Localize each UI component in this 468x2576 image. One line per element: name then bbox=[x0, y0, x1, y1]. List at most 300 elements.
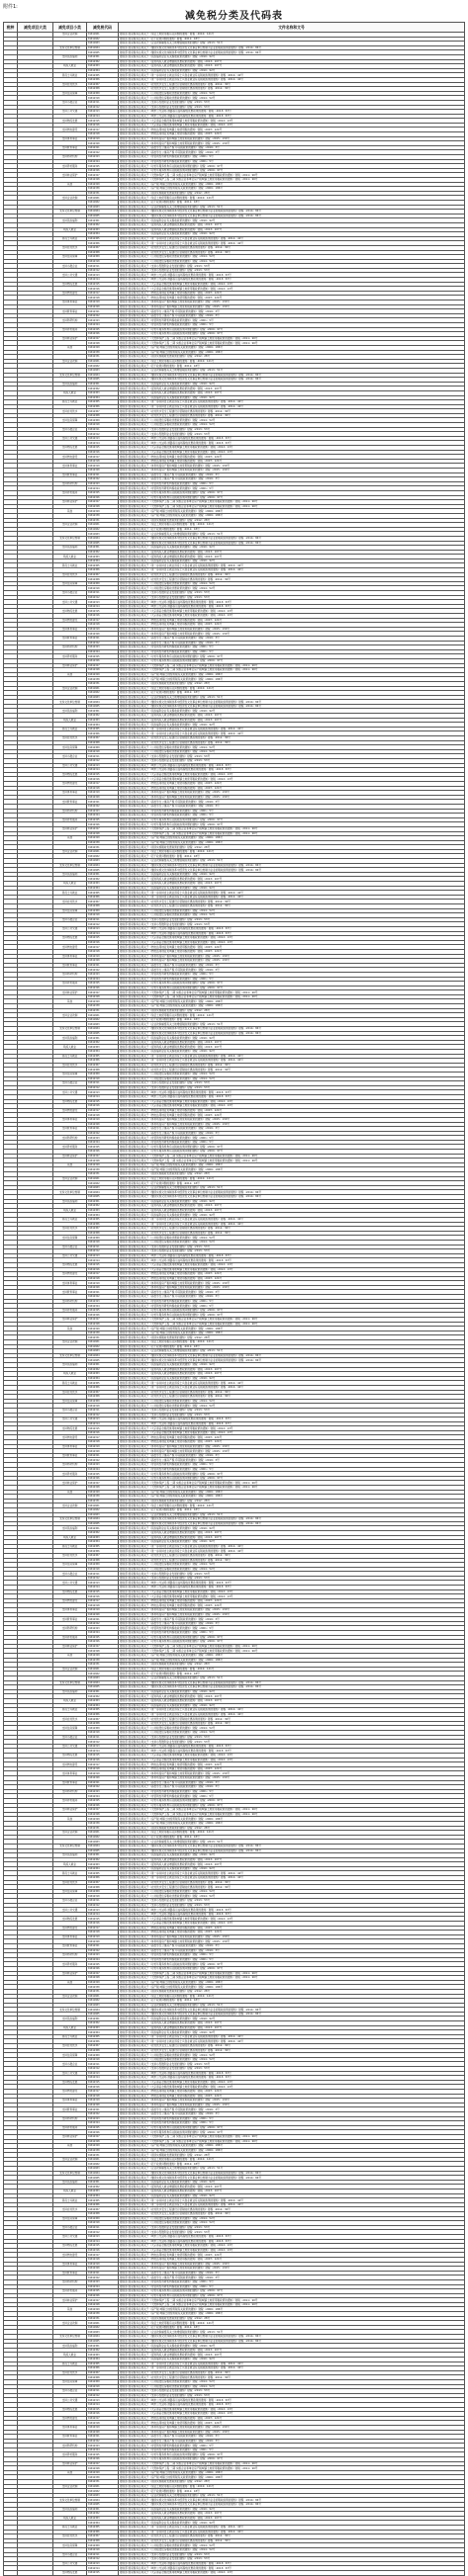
code-cell: 01012302 bbox=[87, 386, 119, 391]
document-cell: 财政部 国家税务总局关于《房产税 城镇土地使用税有关政策的通知》财税〔2006〕186号 bbox=[119, 2470, 465, 2475]
document-cell: 财政部 国家税务总局关于《高校学生公寓房产税 印花税政策的通知》财税〔2016〕3号 bbox=[119, 800, 465, 805]
code-cell: 01012301 bbox=[87, 2180, 119, 2185]
document-cell: 财政部 国家税务总局关于《进一步扶持自主就业退役士兵创业就业有关税收政策的通知》财税〔2014〕42号 bbox=[119, 891, 465, 896]
document-cell: 财政部 国家税务总局关于《城市公交站场 道路客运站场税收优惠政策的通知》财税〔2013〕67号 bbox=[119, 600, 465, 605]
code-cell: 01012327 bbox=[87, 826, 119, 831]
code-cell: 01012327 bbox=[87, 2461, 119, 2466]
code-cell: 01012309 bbox=[87, 418, 119, 423]
code-cell: 01012302 bbox=[87, 1204, 119, 1209]
minor-category-cell: 其他 bbox=[53, 672, 87, 677]
code-cell: 01012309 bbox=[87, 2379, 119, 2384]
code-cell: 01012311 bbox=[87, 2225, 119, 2230]
code-cell: 01012307 bbox=[87, 1553, 119, 1558]
code-cell: 01012323 bbox=[87, 972, 119, 977]
document-cell: 财政部 国家税务总局关于《农村饮水安全工程建设运营税收优惠政策的通知》财税〔2012〕30号 bbox=[119, 2212, 465, 2217]
code-cell: 01012326 bbox=[87, 986, 119, 990]
document-cell: 财政部 国家税务总局关于《体育场馆房产税和城镇土地使用税政策的通知》财税〔2015〕130号 bbox=[119, 1776, 465, 1781]
document-cell: 财政部 国家税务总局关于《企业改制重组有关土地增值税政策的通知》财税〔2013〕51号 bbox=[119, 2003, 465, 2008]
code-cell: 01012317 bbox=[87, 1108, 119, 1113]
document-cell: 财政部 国家税务总局关于《继续实施文化体制改革中经营性文化事业单位转制为企业的税收政策的通知》财税〔2014〕84号 bbox=[119, 704, 465, 709]
minor-category-cell: 支持养老服务 bbox=[53, 654, 87, 659]
code-cell: 01011602 bbox=[87, 691, 119, 696]
document-cell: 财政部 国家税务总局关于《对老年服务机构有关税收政策问题的通知》财税〔2000〕97号 bbox=[119, 2130, 465, 2135]
document-cell: 财政部 国家税务总局关于《促进残疾人就业增值税优惠政策的通知》财税〔2013〕107号 bbox=[119, 1698, 465, 1703]
code-cell: 01012318 bbox=[87, 1113, 119, 1118]
document-cell: 财政部 国家税务总局关于《农村饮水安全工程建设运营税收优惠政策的通知》财税〔2012〕30号 bbox=[119, 2370, 465, 2375]
minor-category-cell: 支持小微企业 bbox=[53, 427, 87, 432]
code-cell: 01012316 bbox=[87, 2085, 119, 2090]
document-cell: 财政部 国家税务总局关于《核电站用地征免城镇土地使用税的通知》财税〔2007〕124号 bbox=[119, 2253, 465, 2258]
document-cell: 财政部 国家税务总局关于《农村饮水安全工程建设运营税收优惠政策的通知》财税〔2012〕30号 bbox=[119, 904, 465, 909]
code-cell: 01011603 bbox=[87, 1185, 119, 1190]
code-cell: 01012310 bbox=[87, 1240, 119, 1245]
header-major-category: 减免项目大类 bbox=[18, 23, 53, 33]
code-cell: 01011602 bbox=[87, 854, 119, 859]
code-cell: 01012305 bbox=[87, 1544, 119, 1549]
document-cell: 财政部 国家税务总局关于《若干政策问题的通知》财税〔2011〕43号 bbox=[119, 854, 465, 859]
document-cell: 财政部 国家税务总局关于《大宗商品仓储设施用地城镇土地使用税政策的通知》财税〔2012〕13号 bbox=[119, 1594, 465, 1599]
document-cell: 财政部 国家税务总局关于《促进残疾人就业增值税优惠政策的通知》财税〔2013〕107号 bbox=[119, 2348, 465, 2353]
code-cell: 01012308 bbox=[87, 2538, 119, 2543]
code-cell: 01012315 bbox=[87, 282, 119, 287]
document-cell: 财政部 国家税务总局关于《高校学生公寓房产税 印花税政策的通知》财税〔2016〕3号 bbox=[119, 963, 465, 968]
document-cell: 财政部 国家税务总局关于《免征土地使用税有关问题的通知》财税〔2010〕121号 bbox=[119, 359, 465, 364]
document-cell: 财政部 国家税务总局关于《大宗商品仓储设施用地城镇土地使用税政策的通知》财税〔2012〕13号 bbox=[119, 446, 465, 451]
minor-category-cell: 支持体育事业 bbox=[53, 136, 87, 141]
code-cell: 01012316 bbox=[87, 1267, 119, 1272]
code-cell: 01012311 bbox=[87, 1572, 119, 1577]
document-cell: 财政部 国家税务总局关于《对老年服务机构有关税收政策问题的通知》财税〔2000〕97号 bbox=[119, 1640, 465, 1645]
code-cell: 01012318 bbox=[87, 786, 119, 791]
document-cell: 财政部 国家税务总局关于《继续实施文化体制改革中经营性文化事业单位转制为企业的税收政策的通知》财税〔2014〕84号 bbox=[119, 2176, 465, 2181]
document-cell: 财政部 国家税务总局关于《核电站用地征免城镇土地使用税的通知》财税〔2007〕124号 bbox=[119, 1440, 465, 1445]
document-cell: 财政部 国家税务总局关于《企业改制重组有关土地增值税政策的通知》财税〔2013〕51号 bbox=[119, 859, 465, 864]
document-cell: 财政部 国家税务总局关于《体育场馆房产税和城镇土地使用税政策的通知》财税〔2015〕130号 bbox=[119, 2425, 465, 2430]
code-cell: 01012324 bbox=[87, 977, 119, 982]
document-cell: 财政部 国家税务总局关于《进一步扶持自主就业退役士兵创业就业有关税收政策的通知》财税〔2014〕42号 bbox=[119, 400, 465, 405]
minor-category-cell: 支持民政福利 bbox=[53, 1036, 87, 1041]
document-cell: 财政部 国家税务总局关于《进一步扶持自主就业退役士兵创业就业有关税收政策的通知》财税〔2014〕42号 bbox=[119, 1054, 465, 1059]
code-cell: 01012325 bbox=[87, 1798, 119, 1803]
document-cell: 财政部 国家税务总局关于《公共租赁住房税收优惠政策的通知》财税〔2014〕52号 bbox=[119, 2221, 465, 2226]
document-cell: 财政部 国家税务总局关于《支持小型微利企业发展的通知》财税〔2013〕53号 bbox=[119, 432, 465, 437]
document-cell: 财政部 国家税务总局关于《非营利性科研机构税收政策的通知》财税〔2001〕5号 bbox=[119, 2444, 465, 2448]
document-cell: 财政部 国家税务总局关于《继续实施文化体制改革中经营性文化事业单位转制为企业的税收政策的通知》财税〔2014〕84号 bbox=[119, 1517, 465, 1522]
document-cell: 财政部 国家税务总局关于《房产税 城镇土地使用税有关政策的通知》财税〔2006〕186号 bbox=[119, 1985, 465, 1990]
document-cell: 财政部 国家税务总局关于《免征土地使用税有关问题的通知》财税〔2010〕121号 bbox=[119, 1340, 465, 1345]
minor-category-cell: 其他 bbox=[53, 1490, 87, 1495]
code-cell: 01012326 bbox=[87, 1966, 119, 1971]
document-cell: 财政部 国家税务总局关于《若干政策问题的通知》财税〔2011〕43号 bbox=[119, 1835, 465, 1840]
minor-category-cell: 支持体育事业 bbox=[53, 464, 87, 469]
code-cell: 01012310 bbox=[87, 1567, 119, 1572]
minor-category-cell: 其他 bbox=[53, 182, 87, 187]
code-cell: 01012311 bbox=[87, 100, 119, 105]
document-cell: 财政部 国家税务总局关于《民政福利企业有关税收政策的通知》财税〔2010〕92号 bbox=[119, 2344, 465, 2349]
minor-category-cell: 支持民政福利 bbox=[53, 1853, 87, 1858]
document-cell: 财政部 国家税务总局关于《非营利性科研机构税收政策的通知》财税〔2001〕5号 bbox=[119, 972, 465, 977]
document-cell: 财政部 国家税务总局关于《继续实施文化体制改革中经营性文化事业单位转制为企业的税收政策的通知》财税〔2014〕84号 bbox=[119, 1685, 465, 1690]
minor-category-cell: 支持企业改制 bbox=[53, 33, 87, 38]
document-cell: 财政部 国家税务总局关于《促进残疾人就业增值税优惠政策的通知》财税〔2013〕107号 bbox=[119, 718, 465, 723]
table-row bbox=[4, 2570, 465, 2575]
code-cell: 01012310 bbox=[87, 423, 119, 428]
document-cell: 财政部 国家税务总局关于《高校学生公寓房产税 印花税政策的通知》财税〔2016〕3号 bbox=[119, 636, 465, 641]
document-cell: 财政部 国家税务总局关于《对老年服务机构有关税收政策问题的通知》财税〔2000〕97号 bbox=[119, 164, 465, 169]
code-cell: 01011601 bbox=[87, 1667, 119, 1672]
code-cell: 01011604 bbox=[87, 700, 119, 705]
document-cell: 财政部 国家税务总局关于《延续实施税收优惠政策的通知》财税〔2012〕28号 bbox=[119, 2153, 465, 2158]
document-cell: 财政部 国家税务总局关于《体育场馆房产税和城镇土地使用税政策的通知》财税〔2015〕130号 bbox=[119, 1771, 465, 1776]
document-cell: 财政部 国家税务总局关于《企业改制重组有关土地增值税政策的通知》财税〔2013〕51号 bbox=[119, 1675, 465, 1680]
document-cell: 财政部 国家税务总局关于《延续实施税收优惠政策的通知》财税〔2012〕28号 bbox=[119, 1335, 465, 1340]
document-cell: 财政部 国家税务总局关于《民政福利企业有关税收政策的通知》财税〔2010〕92号 bbox=[119, 709, 465, 714]
code-cell: 01012312 bbox=[87, 595, 119, 600]
minor-category-cell: 退役士兵就业 bbox=[53, 2525, 87, 2530]
document-cell: 财政部 国家税务总局关于《农村饮水安全工程建设运营税收优惠政策的通知》财税〔2012〕30号 bbox=[119, 82, 465, 87]
code-cell: 01012301 bbox=[87, 872, 119, 877]
code-cell: 01012315 bbox=[87, 1917, 119, 1922]
code-cell: 01012328 bbox=[87, 1159, 119, 1163]
minor-category-cell: 退役士兵就业 bbox=[53, 1217, 87, 1222]
code-cell: 01012304 bbox=[87, 395, 119, 400]
code-cell: 01012303 bbox=[87, 1862, 119, 1867]
document-cell: 财政部 国家税务总局关于《促进残疾人就业增值税优惠政策的通知》财税〔2013〕107号 bbox=[119, 59, 465, 64]
document-cell: 财政部 国家税务总局关于《民政福利企业有关税收政策的通知》财税〔2010〕92号 bbox=[119, 558, 465, 563]
document-cell: 财政部 国家税务总局关于《继续实施文化体制改革中经营性文化事业单位转制为企业的税收政策的通知》财税〔2014〕84号 bbox=[119, 1195, 465, 1200]
document-cell: 财政部 国家税务总局关于《体育场馆房产税和城镇土地使用税政策的通知》财税〔2015〕130号 bbox=[119, 136, 465, 141]
code-cell: 01011605 bbox=[87, 1521, 119, 1526]
code-cell: 01012322 bbox=[87, 150, 119, 155]
document-cell: 财政部 国家税务总局关于《核电站用地征免城镇土地使用税的通知》财税〔2007〕124号 bbox=[119, 459, 465, 464]
document-cell: 财政部 国家税务总局关于《高校学生公寓房产税 印花税政策的通知》财税〔2016〕3号 bbox=[119, 1127, 465, 1132]
document-cell: 财政部 国家税务总局关于《延续实施税收优惠政策的通知》财税〔2012〕28号 bbox=[119, 1826, 465, 1831]
document-cell: 财政部 国家税务总局关于《天然林保护工程 二期 实施企业和单位房产税城镇土地使用税政策的通知》财税〔2011〕90号 bbox=[119, 500, 465, 505]
document-cell: 财政部 国家税务总局关于《大宗商品仓储设施用地城镇土地使用税政策的通知》财税〔2012〕13号 bbox=[119, 1758, 465, 1762]
minor-category-cell: 其他 bbox=[53, 836, 87, 841]
minor-category-cell: 其他 bbox=[53, 1980, 87, 1985]
code-cell: 01011604 bbox=[87, 45, 119, 50]
minor-category-cell: 支持文化单位转制 bbox=[53, 2008, 87, 2013]
document-cell: 财政部 国家税务总局关于《大宗商品仓储设施用地城镇土地使用税政策的通知》财税〔2012〕13号 bbox=[119, 1426, 465, 1431]
code-cell: 01011603 bbox=[87, 2330, 119, 2335]
document-cell: 财政部 国家税务总局关于《天然林保护工程 二期 实施企业和单位房产税城镇土地使用税政策的通知》财税〔2011〕90号 bbox=[119, 663, 465, 668]
document-cell: 财政部 国家税务总局关于《对老年服务机构有关税收政策问题的通知》财税〔2000〕97号 bbox=[119, 1313, 465, 1318]
code-cell: 01011601 bbox=[87, 196, 119, 201]
code-cell: 01012314 bbox=[87, 1749, 119, 1754]
document-cell: 财政部 国家税务总局关于《民政福利企业有关税收政策的通知》财税〔2010〕92号 bbox=[119, 218, 465, 223]
document-cell: 财政部 国家税务总局关于《非营利性科研机构税收政策的通知》财税〔2001〕5号 bbox=[119, 1953, 465, 1958]
code-cell: 01012301 bbox=[87, 1362, 119, 1367]
code-cell: 01012321 bbox=[87, 2271, 119, 2275]
document-cell: 财政部 国家税务总局关于《体育场馆房产税和城镇土地使用税政策的通知》财税〔2015〕130号 bbox=[119, 1939, 465, 1944]
minor-category-cell: 支持企业改制 bbox=[53, 2321, 87, 2326]
document-cell: 财政部 国家税务总局关于《促进残疾人就业增值税优惠政策的通知》财税〔2013〕107号 bbox=[119, 1367, 465, 1372]
document-cell: 财政部 国家税务总局关于《非营利性科研机构税收政策的通知》财税〔2001〕5号 bbox=[119, 2447, 465, 2452]
minor-category-cell: 支持物流发展 bbox=[53, 2570, 87, 2575]
document-cell: 财政部 国家税务总局关于《企业改制重组有关土地增值税政策的通知》财税〔2013〕51号 bbox=[119, 205, 465, 210]
code-cell: 01012329 bbox=[87, 1327, 119, 1331]
document-cell: 财政部 国家税务总局关于《体育场馆房产税和城镇土地使用税政策的通知》财税〔2015〕130号 bbox=[119, 1117, 465, 1122]
code-cell: 01012307 bbox=[87, 409, 119, 414]
document-cell: 财政部 国家税务总局关于《对老年服务机构有关税收政策问题的通知》财税〔2000〕97号 bbox=[119, 1145, 465, 1150]
code-cell: 01012325 bbox=[87, 1962, 119, 1967]
code-cell: 01012330 bbox=[87, 513, 119, 518]
code-cell: 01012320 bbox=[87, 795, 119, 800]
code-cell: 01012313 bbox=[87, 273, 119, 278]
minor-category-cell: 支持住房保障 bbox=[53, 908, 87, 913]
code-cell: 01012303 bbox=[87, 555, 119, 559]
code-cell: 01012328 bbox=[87, 994, 119, 999]
code-cell: 01012307 bbox=[87, 572, 119, 577]
document-cell: 财政部 国家税务总局关于《核电站用地征免城镇土地使用税的通知》财税〔2007〕124号 bbox=[119, 132, 465, 137]
document-cell: 财政部 国家税务总局关于《房产税 城镇土地使用税有关政策的通知》财税〔2006〕186号 bbox=[119, 1167, 465, 1172]
code-cell: 01012319 bbox=[87, 1608, 119, 1613]
code-cell: 01012324 bbox=[87, 486, 119, 491]
code-cell: 01012305 bbox=[87, 2034, 119, 2039]
document-cell: 财政部 国家税务总局关于《支持小型微利企业发展的通知》财税〔2013〕53号 bbox=[119, 1085, 465, 1090]
document-cell: 财政部 国家税务总局关于《公共租赁住房税收优惠政策的通知》财税〔2014〕52号 bbox=[119, 1404, 465, 1409]
code-cell: 01012325 bbox=[87, 654, 119, 659]
document-cell: 财政部 国家税务总局关于《非营利性科研机构税收政策的通知》财税〔2001〕5号 bbox=[119, 1794, 465, 1799]
minor-category-cell: 支持养老服务 bbox=[53, 1635, 87, 1640]
code-cell: 01012322 bbox=[87, 1948, 119, 1953]
code-cell: 01012315 bbox=[87, 772, 119, 777]
document-cell: 财政部 国家税务总局关于《大宗商品仓储设施用地城镇土地使用税政策的通知》财税〔2012〕13号 bbox=[119, 1922, 465, 1927]
minor-category-cell: 支持物流发展 bbox=[53, 1754, 87, 1759]
minor-category-cell: 残疾人就业 bbox=[53, 64, 87, 69]
document-cell: 财政部 国家税务总局关于《城市公交站场 道路客运站场税收优惠政策的通知》财税〔2013〕67号 bbox=[119, 1908, 465, 1913]
minor-category-cell: 支持体育事业 bbox=[53, 2262, 87, 2267]
document-cell: 财政部 国家税务总局关于《高校学生公寓房产税 印花税政策的通知》财税〔2016〕3号 bbox=[119, 2271, 465, 2275]
document-cell: 财政部 国家税务总局关于《对老年服务机构有关税收政策问题的通知》财税〔2000〕97号 bbox=[119, 2452, 465, 2457]
document-cell: 财政部 国家税务总局关于《核电站用地征免城镇土地使用税的通知》财税〔2007〕124号 bbox=[119, 945, 465, 950]
minor-category-cell: 支持物流发展 bbox=[53, 1262, 87, 1267]
minor-category-cell: 支持公共交通 bbox=[53, 2398, 87, 2403]
document-cell: 财政部 国家税务总局关于《企业改制重组有关土地增值税政策的通知》财税〔2013〕51号 bbox=[119, 1022, 465, 1027]
minor-category-cell: 支持科研机构 bbox=[53, 1953, 87, 1958]
minor-category-cell: 支持民政福利 bbox=[53, 54, 87, 59]
minor-category-cell: 支持民政福利 bbox=[53, 218, 87, 223]
minor-category-cell: 支持养老服务 bbox=[53, 327, 87, 332]
document-cell: 财政部 国家税务总局关于《继续实施文化体制改革中经营性文化事业单位转制为企业的税收政策的通知》财税〔2014〕84号 bbox=[119, 868, 465, 873]
code-cell: 01012316 bbox=[87, 1922, 119, 1927]
code-cell: 01012325 bbox=[87, 2125, 119, 2130]
document-cell: 财政部 国家税务总局关于《进一步扶持自主就业退役士兵创业就业有关税收政策的通知》财税〔2014〕42号 bbox=[119, 1059, 465, 1064]
code-cell: 01012315 bbox=[87, 2570, 119, 2575]
code-cell: 01011601 bbox=[87, 523, 119, 528]
code-cell: 01012314 bbox=[87, 768, 119, 773]
document-cell: 财政部 国家税务总局关于《城市公交站场 道路客运站场税收优惠政策的通知》财税〔2013〕67号 bbox=[119, 2402, 465, 2407]
document-cell: 财政部 国家税务总局关于《天然林保护工程 二期 实施企业和单位房产税城镇土地使用税政策的通知》财税〔2011〕90号 bbox=[119, 1976, 465, 1981]
code-cell: 01012302 bbox=[87, 714, 119, 719]
document-cell: 财政部 国家税务总局关于《房产税 城镇土地使用税有关政策的通知》财税〔2006〕186号 bbox=[119, 513, 465, 518]
code-cell: 01012304 bbox=[87, 1213, 119, 1218]
code-cell: 01012313 bbox=[87, 436, 119, 441]
document-cell: 财政部 国家税务总局关于《支持小型微利企业发展的通知》财税〔2013〕53号 bbox=[119, 1081, 465, 1086]
document-cell: 财政部 国家税务总局关于《民政福利企业有关税收政策的通知》财税〔2010〕92号 bbox=[119, 1866, 465, 1871]
minor-category-cell: 支持农村饮水 bbox=[53, 2207, 87, 2212]
document-cell: 财政部 国家税务总局关于《民政福利企业有关税收政策的通知》财税〔2010〕92号 bbox=[119, 2030, 465, 2035]
minor-category-cell: 支持核电建设 bbox=[53, 455, 87, 460]
code-cell: 01012325 bbox=[87, 817, 119, 822]
code-cell: 01012323 bbox=[87, 1953, 119, 1958]
code-cell: 01012301 bbox=[87, 1689, 119, 1694]
code-cell: 01012302 bbox=[87, 2512, 119, 2517]
document-cell: 财政部 国家税务总局关于《核电站用地征免城镇土地使用税的通知》财税〔2007〕124号 bbox=[119, 1435, 465, 1440]
document-cell: 财政部 国家税务总局关于《免征土地使用税有关问题的通知》财税〔2010〕121号 bbox=[119, 849, 465, 854]
code-cell: 01012322 bbox=[87, 1785, 119, 1790]
code-cell: 01011602 bbox=[87, 1835, 119, 1840]
document-cell: 财政部 国家税务总局关于《继续实施文化体制改革中经营性文化事业单位转制为企业的税收政策的通知》财税〔2014〕84号 bbox=[119, 2498, 465, 2503]
code-cell: 01012305 bbox=[87, 563, 119, 568]
minor-category-cell: 支持核电建设 bbox=[53, 618, 87, 623]
code-cell: 01012319 bbox=[87, 1117, 119, 1122]
code-cell: 01012301 bbox=[87, 1526, 119, 1531]
minor-category-cell: 支持民政福利 bbox=[53, 2344, 87, 2349]
document-cell: 财政部 国家税务总局关于《公共租赁住房税收优惠政策的通知》财税〔2014〕52号 bbox=[119, 1894, 465, 1899]
code-cell: 01012303 bbox=[87, 1698, 119, 1703]
document-cell: 财政部 国家税务总局关于《大宗商品仓储设施用地城镇土地使用税政策的通知》财税〔2012〕13号 bbox=[119, 1589, 465, 1594]
code-cell: 01011605 bbox=[87, 2339, 119, 2344]
minor-category-cell: 支持企业改制 bbox=[53, 523, 87, 528]
document-cell: 财政部 国家税务总局关于《免征土地使用税有关问题的通知》财税〔2010〕121号 bbox=[119, 2157, 465, 2162]
code-cell: 01012327 bbox=[87, 1481, 119, 1486]
document-cell: 财政部 国家税务总局关于《天然林保护工程 二期 实施企业和单位房产税城镇土地使用税政策的通知》财税〔2011〕90号 bbox=[119, 1971, 465, 1976]
minor-category-cell: 支持林业保护 bbox=[53, 663, 87, 668]
document-cell: 财政部 国家税务总局关于《民政福利企业有关税收政策的通知》财税〔2010〕92号 bbox=[119, 1362, 465, 1367]
minor-category-cell: 支持文化单位转制 bbox=[53, 1517, 87, 1522]
code-cell: 01012322 bbox=[87, 1295, 119, 1300]
code-cell: 01012313 bbox=[87, 1744, 119, 1749]
minor-category-cell: 支持养老服务 bbox=[53, 2289, 87, 2294]
minor-category-cell: 退役士兵就业 bbox=[53, 1381, 87, 1386]
minor-category-cell: 其他 bbox=[53, 999, 87, 1004]
document-cell: 财政部 国家税务总局关于《民政福利企业有关税收政策的通知》财税〔2010〕92号 bbox=[119, 1213, 465, 1218]
document-cell: 财政部 国家税务总局关于《公共租赁住房税收优惠政策的通知》财税〔2014〕52号 bbox=[119, 749, 465, 754]
document-cell: 财政部 国家税务总局关于《核电站用地征免城镇土地使用税的通知》财税〔2007〕124号 bbox=[119, 2094, 465, 2099]
code-cell: 01012303 bbox=[87, 1372, 119, 1377]
document-cell: 财政部 国家税务总局关于《民政福利企业有关税收政策的通知》财税〔2010〕92号 bbox=[119, 1036, 465, 1041]
document-cell: 财政部 国家税务总局关于《高校学生公寓房产税 印花税政策的通知》财税〔2016〕3号 bbox=[119, 1290, 465, 1295]
code-cell: 01012305 bbox=[87, 236, 119, 241]
document-cell: 财政部 国家税务总局关于《体育场馆房产税和城镇土地使用税政策的通知》财税〔2015〕130号 bbox=[119, 1444, 465, 1449]
document-cell: 财政部 国家税务总局关于《促进残疾人就业增值税优惠政策的通知》财税〔2013〕107号 bbox=[119, 390, 465, 395]
document-cell: 财政部 国家税务总局关于《促进残疾人就业增值税优惠政策的通知》财税〔2013〕107号 bbox=[119, 1857, 465, 1862]
code-cell: 01012305 bbox=[87, 1708, 119, 1713]
code-cell: 01012323 bbox=[87, 481, 119, 486]
code-cell: 01012310 bbox=[87, 1894, 119, 1899]
code-cell: 01012301 bbox=[87, 218, 119, 223]
code-cell: 01012317 bbox=[87, 291, 119, 296]
code-cell: 01011604 bbox=[87, 863, 119, 868]
document-cell: 财政部 国家税务总局关于《对老年服务机构有关税收政策问题的通知》财税〔2000〕97号 bbox=[119, 986, 465, 990]
code-cell: 01012315 bbox=[87, 2244, 119, 2249]
minor-category-cell: 退役士兵就业 bbox=[53, 73, 87, 78]
code-cell: 01012312 bbox=[87, 1576, 119, 1581]
document-cell: 财政部 国家税务总局关于《非营利性科研机构税收政策的通知》财税〔2001〕5号 bbox=[119, 2121, 465, 2126]
minor-category-cell: 支持教育事业 bbox=[53, 636, 87, 641]
code-cell: 01012315 bbox=[87, 2080, 119, 2085]
code-cell: 01012325 bbox=[87, 490, 119, 495]
minor-category-cell: 支持物流发展 bbox=[53, 1589, 87, 1594]
code-cell: 01012330 bbox=[87, 1167, 119, 1172]
minor-category-cell: 支持住房保障 bbox=[53, 1399, 87, 1404]
code-cell: 01012314 bbox=[87, 114, 119, 119]
minor-category-cell: 支持小微企业 bbox=[53, 917, 87, 922]
document-cell: 财政部 国家税务总局关于《进一步扶持自主就业退役士兵创业就业有关税收政策的通知》财税〔2014〕42号 bbox=[119, 2034, 465, 2039]
document-cell: 财政部 国家税务总局关于《公共租赁住房税收优惠政策的通知》财税〔2014〕52号 bbox=[119, 1072, 465, 1076]
code-cell: 01012321 bbox=[87, 1780, 119, 1785]
code-cell: 01012306 bbox=[87, 2366, 119, 2371]
code-cell: 01012307 bbox=[87, 1390, 119, 1395]
code-cell: 01012329 bbox=[87, 509, 119, 514]
document-cell: 财政部 国家税务总局关于《若干政策问题的通知》财税〔2011〕43号 bbox=[119, 1344, 465, 1349]
document-cell: 财政部 国家税务总局关于《进一步扶持自主就业退役士兵创业就业有关税收政策的通知》财税〔2014〕42号 bbox=[119, 2202, 465, 2207]
code-cell: 01011603 bbox=[87, 1349, 119, 1354]
code-cell: 01012301 bbox=[87, 54, 119, 59]
minor-category-cell: 残疾人就业 bbox=[53, 2025, 87, 2030]
document-cell: 财政部 国家税务总局关于《农村饮水安全工程建设运营税收优惠政策的通知》财税〔2012〕30号 bbox=[119, 250, 465, 255]
minor-category-cell: 支持农村饮水 bbox=[53, 1553, 87, 1558]
document-cell: 财政部 国家税务总局关于《高校学生公寓房产税 印花税政策的通知》财税〔2016〕3号 bbox=[119, 1131, 465, 1136]
code-cell: 01012303 bbox=[87, 718, 119, 723]
document-cell: 财政部 国家税务总局关于《大宗商品仓储设施用地城镇土地使用税政策的通知》财税〔2012〕13号 bbox=[119, 119, 465, 124]
document-cell: 财政部 国家税务总局关于《体育场馆房产税和城镇土地使用税政策的通知》财税〔2015〕130号 bbox=[119, 627, 465, 632]
code-cell: 01012307 bbox=[87, 245, 119, 250]
document-cell: 财政部 国家税务总局关于《房产税 城镇土地使用税有关政策的通知》财税〔2006〕186号 bbox=[119, 840, 465, 845]
code-cell: 01012308 bbox=[87, 740, 119, 745]
minor-category-cell: 支持文化单位转制 bbox=[53, 2335, 87, 2340]
document-cell: 财政部 国家税务总局关于《天然林保护工程 二期 实施企业和单位房产税城镇土地使用税政策的通知》财税〔2011〕90号 bbox=[119, 2302, 465, 2307]
document-cell: 财政部 国家税务总局关于《支持小型微利企业发展的通知》财税〔2013〕53号 bbox=[119, 2552, 465, 2557]
document-cell: 财政部 国家税务总局关于《房产税 城镇土地使用税有关政策的通知》财税〔2006〕186号 bbox=[119, 1658, 465, 1663]
minor-category-cell: 支持文化单位转制 bbox=[53, 536, 87, 541]
document-cell: 财政部 国家税务总局关于《大宗商品仓储设施用地城镇土地使用税政策的通知》财税〔2012〕13号 bbox=[119, 2412, 465, 2417]
code-cell: 01012321 bbox=[87, 145, 119, 150]
minor-category-cell: 残疾人就业 bbox=[53, 1698, 87, 1703]
document-cell: 财政部 国家税务总局关于《核电站用地征免城镇土地使用税的通知》财税〔2007〕124号 bbox=[119, 128, 465, 132]
code-cell: 01012326 bbox=[87, 2457, 119, 2462]
document-cell: 财政部 国家税务总局关于《民政福利企业有关税收政策的通知》财税〔2010〕92号 bbox=[119, 395, 465, 400]
document-cell: 财政部 国家税务总局关于《延续实施税收优惠政策的通知》财税〔2012〕28号 bbox=[119, 191, 465, 196]
document-cell: 财政部 国家税务总局关于《免征土地使用税有关问题的通知》财税〔2010〕121号 bbox=[119, 523, 465, 528]
document-cell: 财政部 国家税务总局关于《体育场馆房产税和城镇土地使用税政策的通知》财税〔2015〕130号 bbox=[119, 2430, 465, 2435]
document-cell: 财政部 国家税务总局关于《高校学生公寓房产税 印花税政策的通知》财税〔2016〕3号 bbox=[119, 968, 465, 973]
document-cell: 财政部 国家税务总局关于《体育场馆房产税和城镇土地使用税政策的通知》财税〔2015〕130号 bbox=[119, 1122, 465, 1127]
code-cell: 01012328 bbox=[87, 504, 119, 509]
document-cell: 财政部 国家税务总局关于《对老年服务机构有关税收政策问题的通知》财税〔2000〕97号 bbox=[119, 982, 465, 987]
minor-category-cell: 支持科研机构 bbox=[53, 1463, 87, 1468]
document-cell: 财政部 国家税务总局关于《继续实施文化体制改革中经营性文化事业单位转制为企业的税收政策的通知》财税〔2014〕84号 bbox=[119, 1353, 465, 1358]
code-cell: 01012318 bbox=[87, 459, 119, 464]
document-cell: 财政部 国家税务总局关于《企业改制重组有关土地增值税政策的通知》财税〔2013〕51号 bbox=[119, 1840, 465, 1845]
document-cell: 财政部 国家税务总局关于《民政福利企业有关税收政策的通知》财税〔2010〕92号 bbox=[119, 1853, 465, 1858]
code-cell: 01012325 bbox=[87, 1472, 119, 1477]
code-cell: 01012309 bbox=[87, 2216, 119, 2221]
document-cell: 财政部 国家税务总局关于《民政福利企业有关税收政策的通知》财税〔2010〕92号 bbox=[119, 2358, 465, 2362]
document-cell: 财政部 国家税务总局关于《天然林保护工程 二期 实施企业和单位房产税城镇土地使用税政策的通知》财税〔2011〕90号 bbox=[119, 2298, 465, 2303]
minor-category-cell: 支持农村饮水 bbox=[53, 2044, 87, 2049]
code-cell: 01011602 bbox=[87, 2325, 119, 2330]
code-cell: 01012320 bbox=[87, 1776, 119, 1781]
code-cell: 01011602 bbox=[87, 527, 119, 532]
code-cell: 01012321 bbox=[87, 1127, 119, 1132]
document-cell: 财政部 国家税务总局关于《非营利性科研机构税收政策的通知》财税〔2001〕5号 bbox=[119, 1957, 465, 1962]
document-cell: 财政部 国家税务总局关于《民政福利企业有关税收政策的通知》财税〔2010〕92号 bbox=[119, 2193, 465, 2198]
minor-category-cell: 支持科研机构 bbox=[53, 1789, 87, 1794]
document-cell: 财政部 国家税务总局关于《天然林保护工程 二期 实施企业和单位房产税城镇土地使用税政策的通知》财税〔2011〕90号 bbox=[119, 2134, 465, 2139]
